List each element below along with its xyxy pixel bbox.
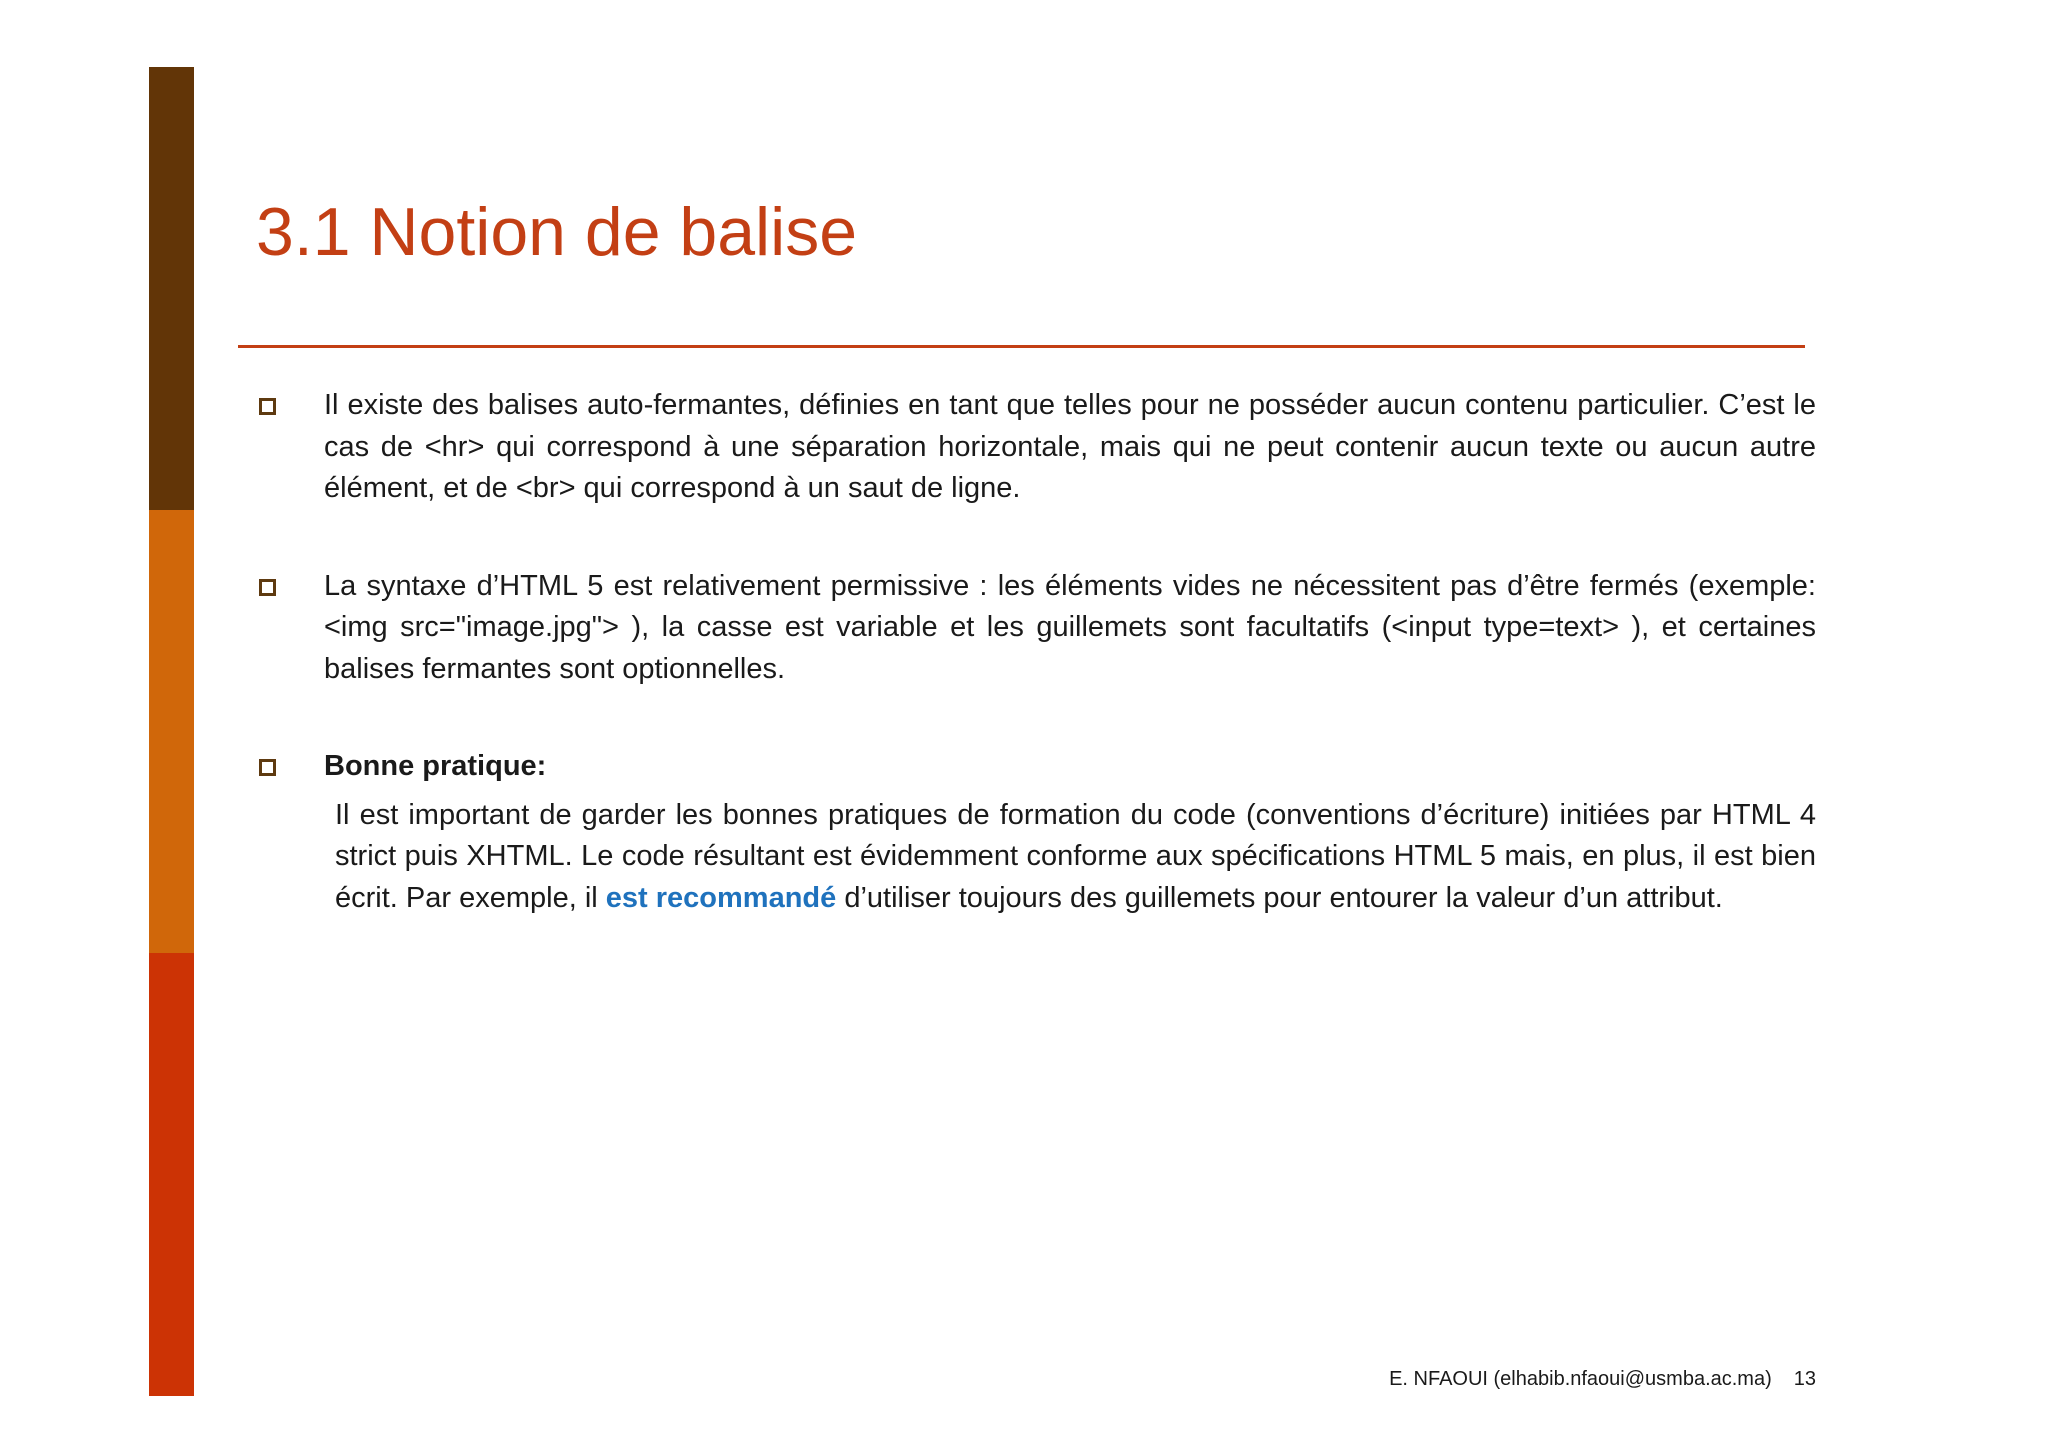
- bullet-item-good-practice: [256, 746, 1816, 919]
- square-bullet-icon: [259, 579, 276, 596]
- side-bar-segment-red: [149, 953, 194, 1396]
- bullet-heading: Bonne pratique:: [324, 750, 547, 782]
- square-bullet-icon: [259, 398, 276, 415]
- bullet-body-text-end: d’utiliser toujours des guillemets pour entourer la valeur d’un attribut.: [836, 881, 1723, 914]
- bullet-item-html5-syntax: [256, 566, 1816, 691]
- side-bar-segment-orange: [149, 510, 194, 953]
- bullet-item-self-closing-tags: [256, 385, 1816, 510]
- bullet-text: Il existe des balises auto-fermantes, définies en tant que telles pour ne posséder aucun contenu particulier. C’est le cas de <hr> qui correspond à une séparation horizontale, mais qui ne peut contenir aucun texte ou aucun autre élément, et de <br> qui correspond à un saut de ligne.: [324, 389, 1816, 504]
- bullet-body: [335, 795, 1816, 920]
- bullet-text: La syntaxe d’HTML 5 est relativement permissive : les éléments vides ne nécessitent pas d’être fermés (exemple: <img src="image.jpg"> ), la casse est variable et les guillemets sont facultatifs (<input type=text> ), et certaines balises fermantes sont optionnelles.: [324, 569, 1816, 685]
- bullet-list: [256, 385, 1816, 919]
- footer-author: E. NFAOUI (elhabib.nfaoui@usmba.ac.ma): [1389, 1368, 1772, 1390]
- side-bar-segment-dark-brown: [149, 67, 194, 510]
- slide-title: 3.1 Notion de balise: [256, 194, 858, 270]
- emphasis-recommended: est recommandé: [605, 881, 837, 914]
- page-number: 13: [1793, 1368, 1816, 1390]
- square-bullet-icon: [259, 759, 276, 776]
- slide-footer: [1389, 1366, 1816, 1392]
- title-underline-rule: [238, 345, 1805, 348]
- bullet-body-text: Il est important de garder les bonnes pratiques de formation du code (conventions d’écriture) initiées par HTML 4 strict puis XHTML. Le code résultant est évidemment conforme aux spécifications HTML 5 mais, en plus, il est bien écrit. Par exemple, il: [335, 798, 1816, 914]
